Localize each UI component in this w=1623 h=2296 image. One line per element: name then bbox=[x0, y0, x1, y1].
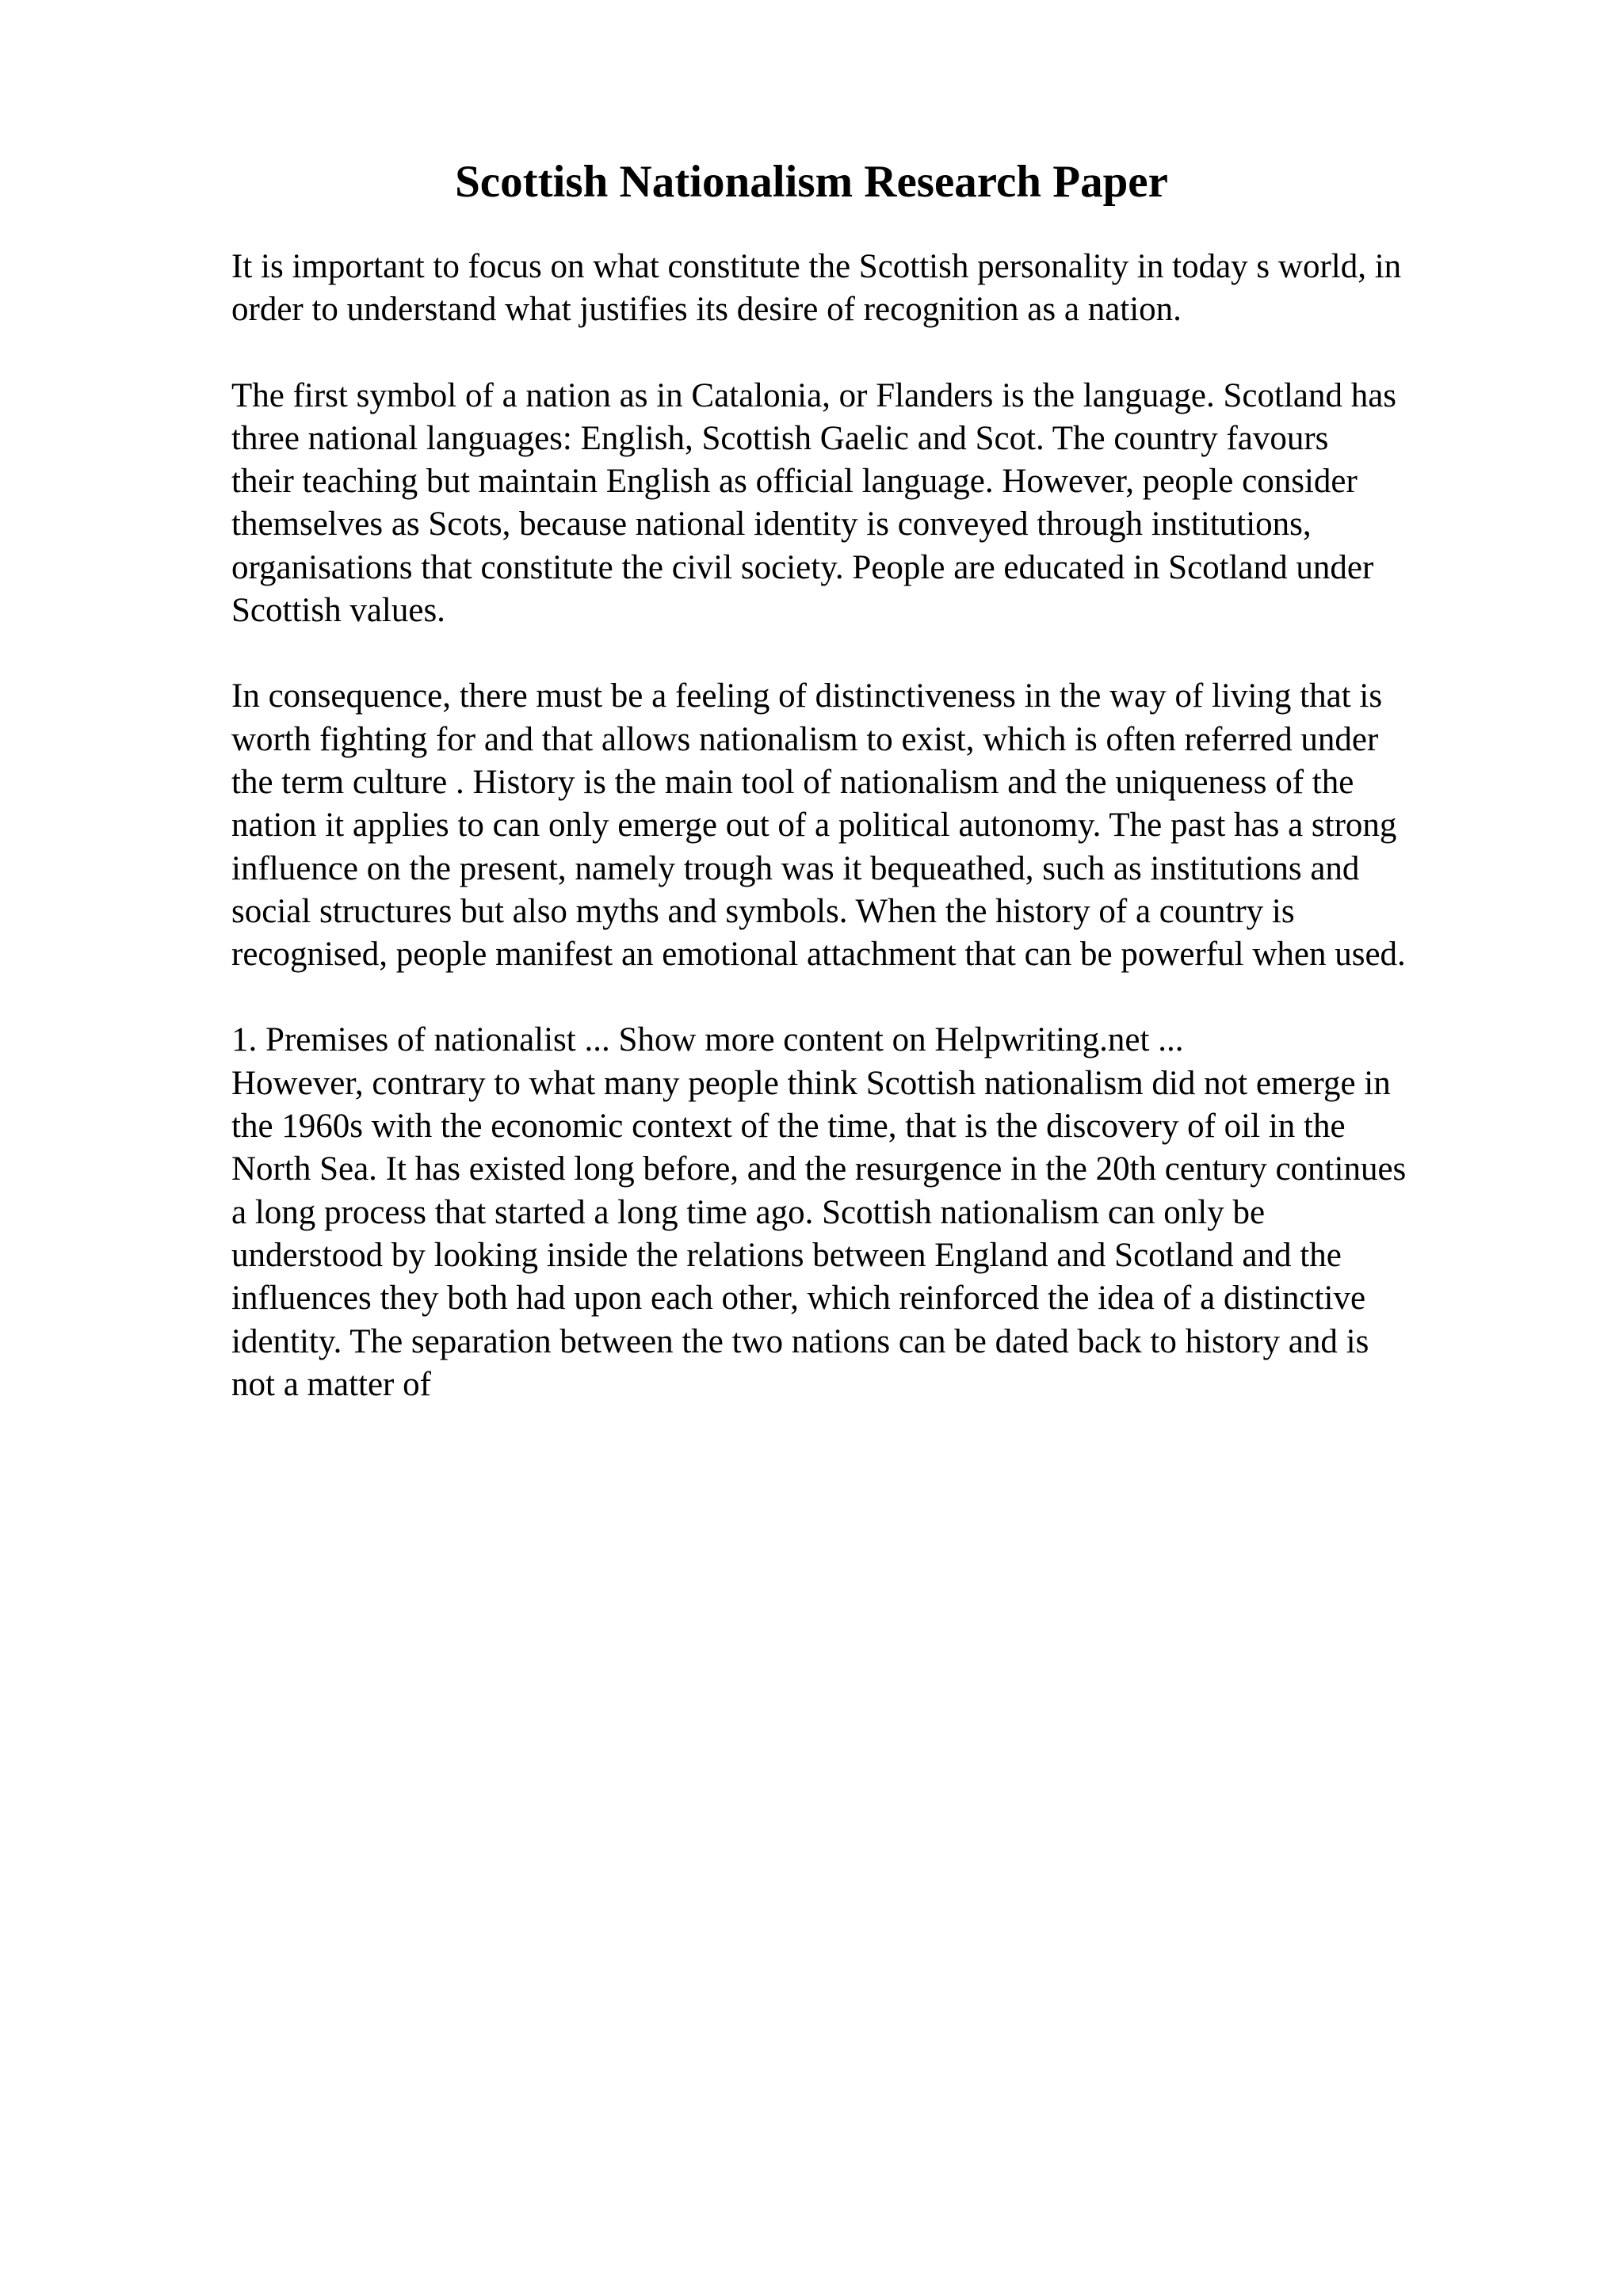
text-line: not a matter of bbox=[231, 1365, 431, 1403]
text-line: 1. Premises of nationalist ... Show more content on Helpwriting.net ... bbox=[231, 1021, 1184, 1059]
text-line: themselves as Scots, because national identity is conveyed through institutions, bbox=[231, 505, 1312, 543]
text-line: nation it applies to can only emerge out of a political autonomy. The past has a strong bbox=[231, 807, 1397, 845]
text-line: However, contrary to what many people think Scottish nationalism did not emerge in bbox=[231, 1064, 1391, 1102]
page-title: Scottish Nationalism Research Paper bbox=[455, 157, 1168, 207]
text-line: their teaching but maintain English as official language. However, people consider bbox=[231, 463, 1358, 501]
text-line: the 1960s with the economic context of the time, that is the discovery of oil in the bbox=[231, 1108, 1346, 1146]
text-line: three national languages: English, Scottish Gaelic and Scot. The country favours bbox=[231, 419, 1329, 457]
text-line: It is important to focus on what constitute the Scottish personality in today s world, in bbox=[231, 248, 1402, 285]
text-line: The first symbol of a nation as in Catalonia, or Flanders is the language. Scotland has bbox=[231, 376, 1397, 414]
text-line: In consequence, there must be a feeling of distinctiveness in the way of living that is bbox=[231, 677, 1383, 715]
document-body bbox=[231, 246, 1594, 1406]
text-line: social structures but also myths and symbols. When the history of a country is bbox=[231, 892, 1295, 930]
paragraph-culture bbox=[231, 675, 1594, 976]
text-line: Scottish values. bbox=[231, 592, 445, 630]
text-line: order to understand what justifies its desire of recognition as a nation. bbox=[231, 291, 1182, 329]
text-line: influences they both had upon each other, which reinforced the idea of a distinctive bbox=[231, 1280, 1366, 1318]
text-line: a long process that started a long time ago. Scottish nationalism can only be bbox=[231, 1193, 1266, 1231]
text-line: the term culture . History is the main tool of nationalism and the uniqueness of the bbox=[231, 763, 1354, 801]
paragraph-history bbox=[231, 1019, 1594, 1406]
text-line: understood by looking inside the relations between England and Scotland and the bbox=[231, 1236, 1342, 1274]
text-line: identity. The separation between the two nations can be dated back to history and is bbox=[231, 1322, 1369, 1360]
paragraph-language bbox=[231, 375, 1594, 633]
text-line: organisations that constitute the civil society. People are educated in Scotland under bbox=[231, 548, 1374, 586]
text-line: influence on the present, namely trough was it bequeathed, such as institutions and bbox=[231, 849, 1360, 887]
paragraph-intro bbox=[231, 246, 1594, 332]
text-line: North Sea. It has existed long before, and the resurgence in the 20th century continues bbox=[231, 1150, 1407, 1188]
text-line: recognised, people manifest an emotional attachment that can be powerful when used. bbox=[231, 936, 1406, 974]
text-line: worth fighting for and that allows nationalism to exist, which is often referred under bbox=[231, 720, 1379, 758]
